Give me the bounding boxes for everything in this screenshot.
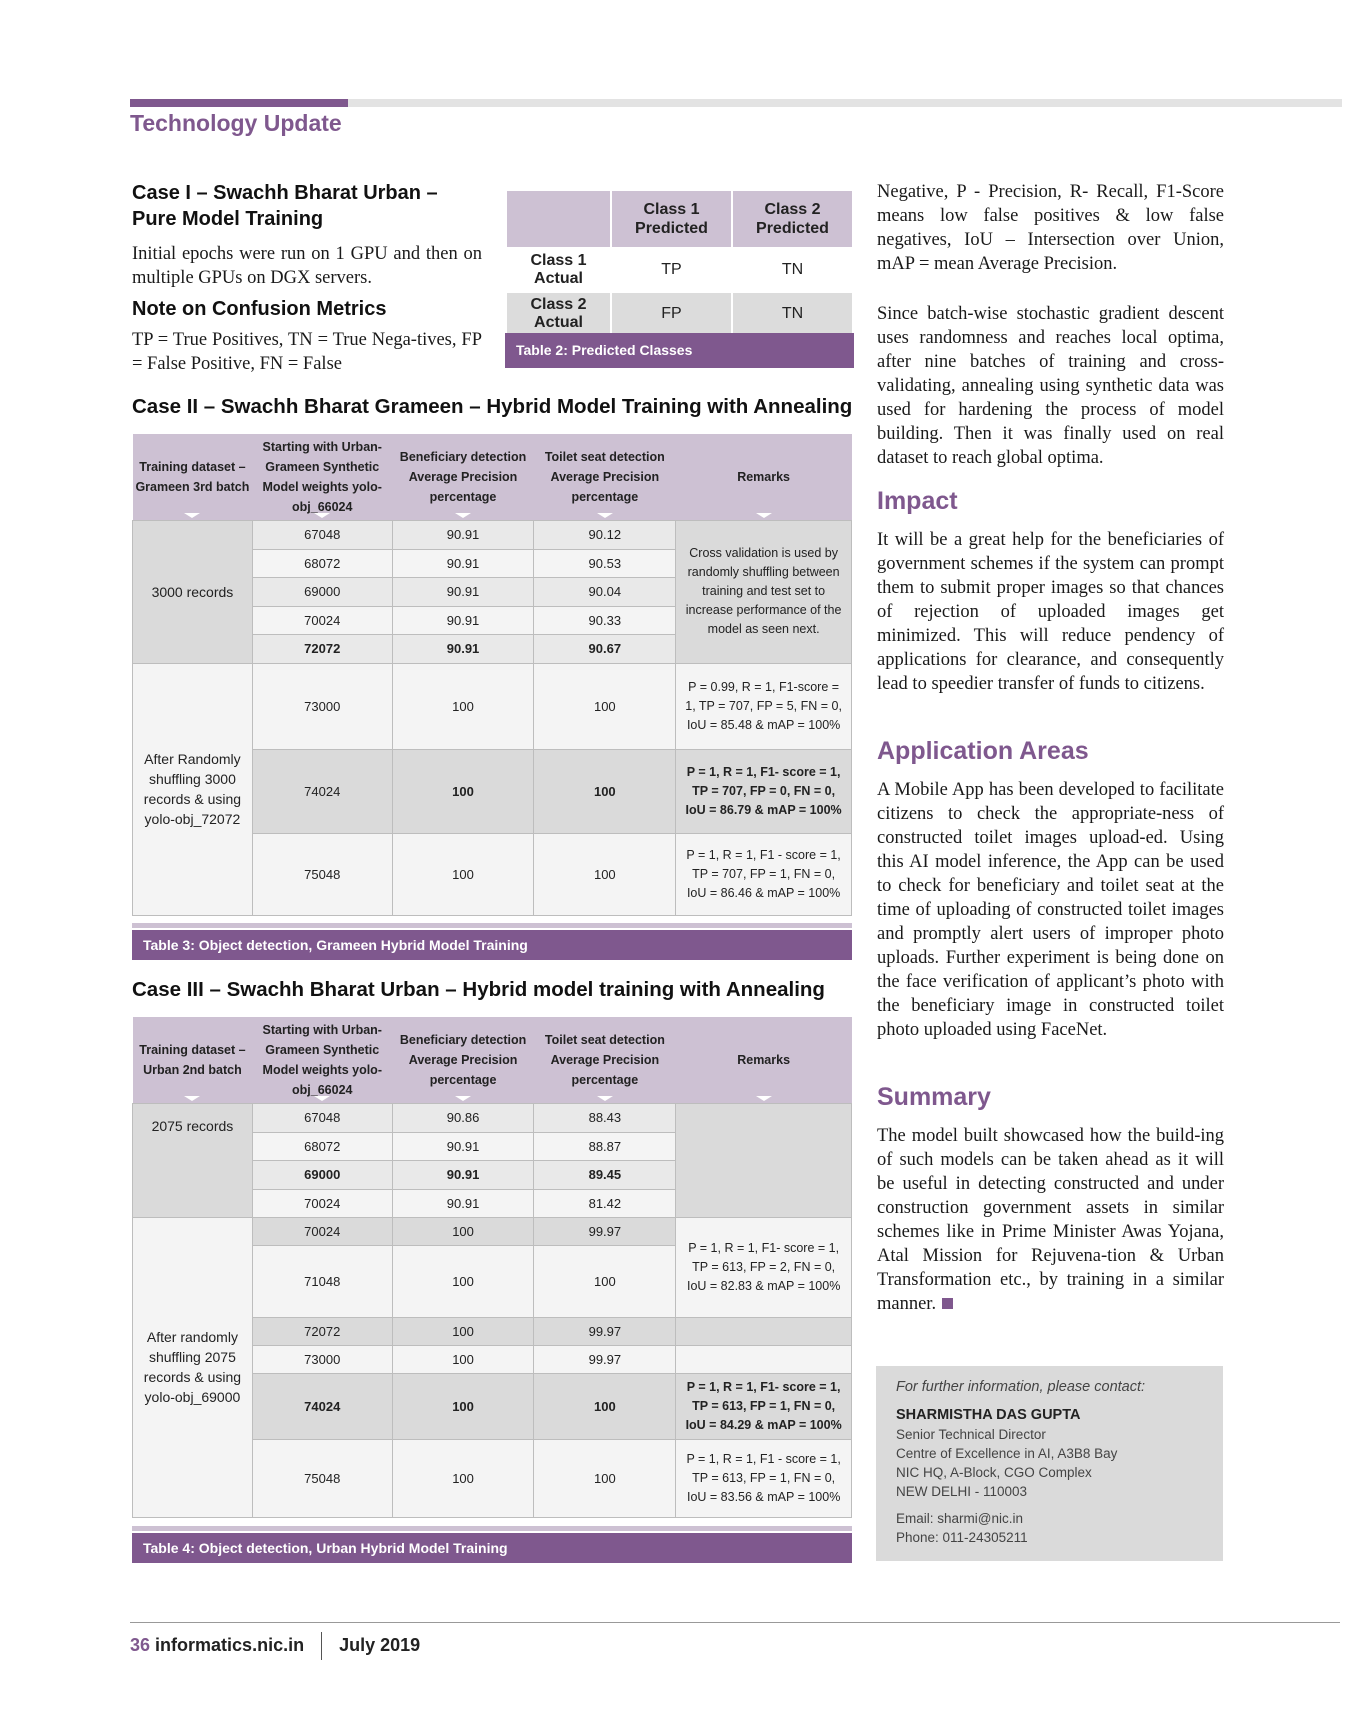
- table2-cell: TN: [732, 292, 853, 336]
- contact-name: SHARMISTHA DAS GUPTA: [896, 1407, 1081, 1423]
- table3-cell: 90.91: [392, 606, 534, 634]
- table2-corner: [506, 190, 611, 248]
- table3-header: Training dataset – Grameen 3rd batch: [133, 434, 253, 520]
- contact-title: Senior Technical Director: [896, 1427, 1046, 1442]
- table3-group-label: After Randomly shuffling 3000 records & using yolo-obj_72072: [133, 663, 253, 915]
- table4-group-label: After randomly shuffling 2075 records & using yolo-obj_69000: [133, 1217, 253, 1517]
- footer-divider: [321, 1632, 322, 1660]
- end-mark-icon: [942, 1298, 953, 1309]
- table4-cell: 72072: [252, 1317, 392, 1345]
- table4-remark: P = 1, R = 1, F1- score = 1, TP = 613, FP = 1, FN = 0, IoU = 84.29 & mAP = 100%: [676, 1373, 852, 1439]
- table4-cell: 70024: [252, 1217, 392, 1245]
- table4-cell: 70024: [252, 1189, 392, 1217]
- table3-header: Remarks: [676, 434, 852, 520]
- table3-cell: 100: [534, 749, 676, 833]
- contact-phone: Phone: 011-24305211: [896, 1530, 1028, 1545]
- table4-cell: 100: [392, 1217, 534, 1245]
- table2-col1: Class 1 Predicted: [611, 190, 732, 248]
- note-body: TP = True Positives, TN = True Nega-tives, FP = False Positive, FN = False: [132, 330, 482, 374]
- table3-header: Beneficiary detection Average Precision percentage: [392, 434, 534, 520]
- table4-cell: 90.91: [392, 1189, 534, 1217]
- table4-cell: 90.86: [392, 1103, 534, 1132]
- table4-header: Beneficiary detection Average Precision percentage: [392, 1017, 534, 1103]
- table3-remark: Cross validation is used by randomly shuffling between training and test set to increase performance of the model as seen next.: [676, 520, 852, 663]
- table3-cell: 74024: [252, 749, 392, 833]
- table3-cell: 100: [392, 749, 534, 833]
- table3-cell: 90.33: [534, 606, 676, 634]
- right-para-2: Since batch-wise stochastic gradient descent uses randomness and reaches local optima, after nine batches of training and cross-validating, annealing using synthetic data was used for hardening the process of model building. Then it was finally used on real dataset to reach global optima.: [877, 304, 1224, 468]
- table4-remark: P = 1, R = 1, F1 - score = 1, TP = 613, FP = 1, FN = 0, IoU = 83.56 & mAP = 100%: [676, 1439, 852, 1517]
- table4-caption: Table 4: Object detection, Urban Hybrid Model Training: [132, 1533, 852, 1563]
- contact-box: [876, 1366, 1223, 1561]
- table-predicted-classes: [505, 189, 854, 337]
- table4-header: Toilet seat detection Average Precision percentage: [534, 1017, 676, 1103]
- table4-header: Training dataset – Urban 2nd batch: [133, 1017, 253, 1103]
- table3-remark: P = 0.99, R = 1, F1-score = 1, TP = 707, FP = 5, FN = 0, IoU = 85.48 & mAP = 100%: [676, 663, 852, 749]
- section-label: Technology Update: [130, 110, 342, 136]
- case1-body: Initial epochs were run on 1 GPU and then on multiple GPUs on DGX servers.: [132, 244, 482, 288]
- table4-cell: 100: [392, 1317, 534, 1345]
- table3-cell: 69000: [252, 577, 392, 606]
- table4-group-label: 2075 records: [133, 1103, 253, 1217]
- header-accent: [130, 99, 348, 107]
- table3-cell: 90.91: [392, 577, 534, 606]
- contact-address-2: NEW DELHI - 110003: [896, 1484, 1028, 1499]
- table2-col2: Class 2 Predicted: [732, 190, 853, 248]
- contact-intro: For further information, please contact:: [896, 1379, 1146, 1395]
- table4-cell: 75048: [252, 1439, 392, 1517]
- application-heading: Application Areas: [877, 737, 1089, 765]
- table4-cell: 100: [392, 1373, 534, 1439]
- note-heading: Note on Confusion Metrics: [132, 298, 387, 320]
- table3-cell: 90.91: [392, 520, 534, 549]
- page-number: 36: [130, 1634, 151, 1655]
- table3-cell: 90.67: [534, 634, 676, 663]
- table3-cell: 90.53: [534, 549, 676, 577]
- impact-heading: Impact: [877, 487, 958, 515]
- case1-heading: [132, 180, 492, 232]
- table4-remark-empty: [676, 1103, 852, 1217]
- table4-cell: 73000: [252, 1345, 392, 1373]
- table3-cell: 68072: [252, 549, 392, 577]
- table3-header: Starting with Urban-Grameen Synthetic Model weights yolo-obj_66024: [252, 434, 392, 520]
- impact-body: It will be a great help for the beneficiaries of government schemes if the system can prompt them to submit proper images so that chances of rejection of uploaded images get minimized. This will reduce pendency of applications for clearance, and consequently lead to speedier transfer of funds to citizens.: [877, 530, 1224, 694]
- footer-rule: [130, 1622, 1340, 1623]
- table4-cell: 100: [392, 1439, 534, 1517]
- table4-cell: 74024: [252, 1373, 392, 1439]
- table3-cell: 75048: [252, 833, 392, 915]
- right-para-1: Negative, P - Precision, R- Recall, F1-Score means low false positives & low false negatives, IoU – Intersection over Union, mAP = mean Average Precision.: [877, 182, 1224, 274]
- table3-remark: P = 1, R = 1, F1- score = 1, TP = 707, FP = 0, FN = 0, IoU = 86.79 & mAP = 100%: [676, 749, 852, 833]
- footer-date: July 2019: [339, 1634, 421, 1655]
- summary-heading: Summary: [877, 1083, 991, 1111]
- contact-org: Centre of Excellence in AI, A3B8 Bay: [896, 1446, 1118, 1461]
- table4-cell: 71048: [252, 1245, 392, 1317]
- table4-cell: 88.43: [534, 1103, 676, 1132]
- footer-site[interactable]: informatics.nic.in: [155, 1634, 305, 1655]
- table3-cell: 90.04: [534, 577, 676, 606]
- table4-cell: 100: [534, 1439, 676, 1517]
- table-urban-hybrid: [132, 1017, 852, 1518]
- table4-cell: 100: [392, 1345, 534, 1373]
- table4-cell: 90.91: [392, 1132, 534, 1160]
- case3-heading: Case III – Swachh Bharat Urban – Hybrid model training with Annealing: [132, 978, 825, 1001]
- table3-cell: 72072: [252, 634, 392, 663]
- contact-email[interactable]: Email: sharmi@nic.in: [896, 1511, 1023, 1526]
- table4-cell: 100: [534, 1245, 676, 1317]
- table3-cell: 67048: [252, 520, 392, 549]
- table4-remark: P = 1, R = 1, F1- score = 1, TP = 613, FP = 2, FN = 0, IoU = 82.83 & mAP = 100%: [676, 1217, 852, 1317]
- table3-cell: 100: [534, 663, 676, 749]
- table2-cell: FP: [611, 292, 732, 336]
- table2-cell: TN: [732, 248, 853, 292]
- table4-cell: 89.45: [534, 1160, 676, 1189]
- table4-cell: 67048: [252, 1103, 392, 1132]
- case2-heading: Case II – Swachh Bharat Grameen – Hybrid Model Training with Annealing: [132, 395, 853, 418]
- table2-cell: TP: [611, 248, 732, 292]
- table3-cell: 100: [534, 833, 676, 915]
- table3-cell: 100: [392, 663, 534, 749]
- table4-cell: 100: [392, 1245, 534, 1317]
- table4-header: Remarks: [676, 1017, 852, 1103]
- table3-header: Toilet seat detection Average Precision percentage: [534, 434, 676, 520]
- summary-text: The model built showcased how the build-ing of such models can be taken ahead as it will be useful in detecting constructed and under construction government assets in similar schemes like in Prime Minister Awas Yojana, Atal Mission for Rejuvena-tion & Urban Transformation etc., by training in a similar manner.: [877, 1126, 1224, 1314]
- table3-group-label: 3000 records: [133, 520, 253, 663]
- table4-cell: 99.97: [534, 1217, 676, 1245]
- case1-title-line2: Pure Model Training: [132, 208, 324, 230]
- application-body: A Mobile App has been developed to facilitate citizens to check the appropriate-ness of constructed toilet images upload-ed. Using this AI model inference, the App can be used to check for beneficiary and toilet seat at the time of uploading of constructed toilet images and promptly alert users of improper photo uploads. Further experiment is being done on the face verification of applicant’s photo with the beneficiary image in constructed toilet photo uploaded using FaceNet.: [877, 780, 1224, 1040]
- table3-cell: 90.91: [392, 634, 534, 663]
- table3-remark: P = 1, R = 1, F1 - score = 1, TP = 707, FP = 1, FN = 0, IoU = 86.46 & mAP = 100%: [676, 833, 852, 915]
- table3-cell: 90.91: [392, 549, 534, 577]
- table4-cell: 100: [534, 1373, 676, 1439]
- table2-row2-label: Class 2 Actual: [506, 292, 611, 336]
- case1-title-line1: Case I – Swachh Bharat Urban –: [132, 182, 438, 204]
- table4-cell: 69000: [252, 1160, 392, 1189]
- table4-remark-empty: [676, 1345, 852, 1373]
- table4-cell: 99.97: [534, 1345, 676, 1373]
- table4-cell: 81.42: [534, 1189, 676, 1217]
- table4-cell: 99.97: [534, 1317, 676, 1345]
- contact-address-1: NIC HQ, A-Block, CGO Complex: [896, 1465, 1092, 1480]
- table3-rule: [132, 923, 852, 928]
- table-grameen-hybrid: [132, 434, 852, 916]
- table3-cell: 90.12: [534, 520, 676, 549]
- table2-row1-label: Class 1 Actual: [506, 248, 611, 292]
- table4-cell: 68072: [252, 1132, 392, 1160]
- table4-rule: [132, 1526, 852, 1531]
- table3-cell: 100: [392, 833, 534, 915]
- table3-cell: 73000: [252, 663, 392, 749]
- footer: [130, 1632, 420, 1660]
- table4-cell: 90.91: [392, 1160, 534, 1189]
- table4-header: Starting with Urban-Grameen Synthetic Model weights yolo- obj_66024: [252, 1017, 392, 1103]
- table3-caption: Table 3: Object detection, Grameen Hybrid Model Training: [132, 930, 852, 960]
- table3-cell: 70024: [252, 606, 392, 634]
- summary-body: [877, 1124, 1224, 1316]
- table4-remark-empty: [676, 1317, 852, 1345]
- table4-cell: 88.87: [534, 1132, 676, 1160]
- table2-caption: Table 2: Predicted Classes: [505, 333, 854, 368]
